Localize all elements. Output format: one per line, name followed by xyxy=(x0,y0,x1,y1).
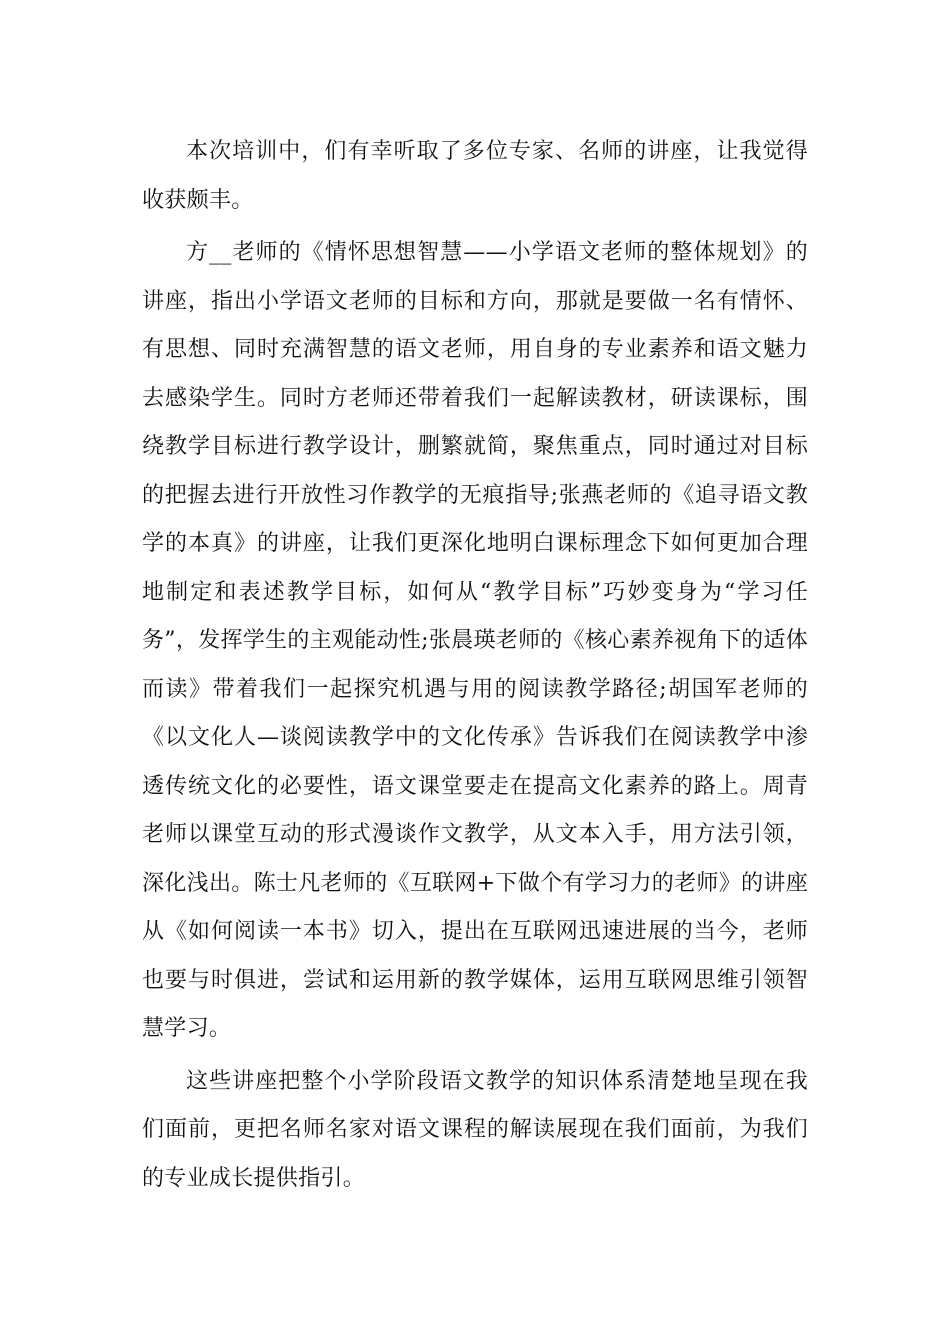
paragraph-training-summary: 本次培训中，们有幸听取了多位专家、名师的讲座，让我觉得收获颇丰。 xyxy=(142,139,808,213)
document-body xyxy=(142,128,808,1207)
paragraph-lecture-details: 方__老师的《情怀思想智慧——小学语文老师的整体规划》的讲座，指出小学语文老师的目标和方向，那就是要做一名有情怀、有思想、同时充满智慧的语文老师，用自身的专业素养和语文魅力去感染学生。同时方老师还带着我们一起解读教材，研读课标，围绕教学目标进行教学设计，删繁就简，聚焦重点，同时通过对目标的把握去进行开放性习作教学的无痕指导;张燕老师的《追寻语文教学的本真》的讲座，让我们更深化地明白课标理念下如何更加合理地制定和表述教学目标，如何从“教学目标”巧妙变身为“学习任务”，发挥学生的主观能动性;张晨瑛老师的《核心素养视角下的适体而读》带着我们一起探究机遇与用的阅读教学路径;胡国军老师的《以文化人—谈阅读教学中的文化传承》告诉我们在阅读教学中渗透传统文化的必要性，语文课堂要走在提高文化素养的路上。周青老师以课堂互动的形式漫谈作文教学，从文本入手，用方法引领，深化浅出。陈士凡老师的《互联网+下做个有学习力的老师》的讲座从《如何阅读一本书》切入，提出在互联网迅速进展的当今，老师也要与时俱进，尝试和运用新的教学媒体，运用互联网思维引领智慧学习。 xyxy=(142,240,808,1041)
paragraph-conclusion: 这些讲座把整个小学阶段语文教学的知识体系清楚地呈现在我们面前，更把名师名家对语文课程的解读展现在我们面前，为我们的专业成长提供指引。 xyxy=(142,1068,808,1191)
